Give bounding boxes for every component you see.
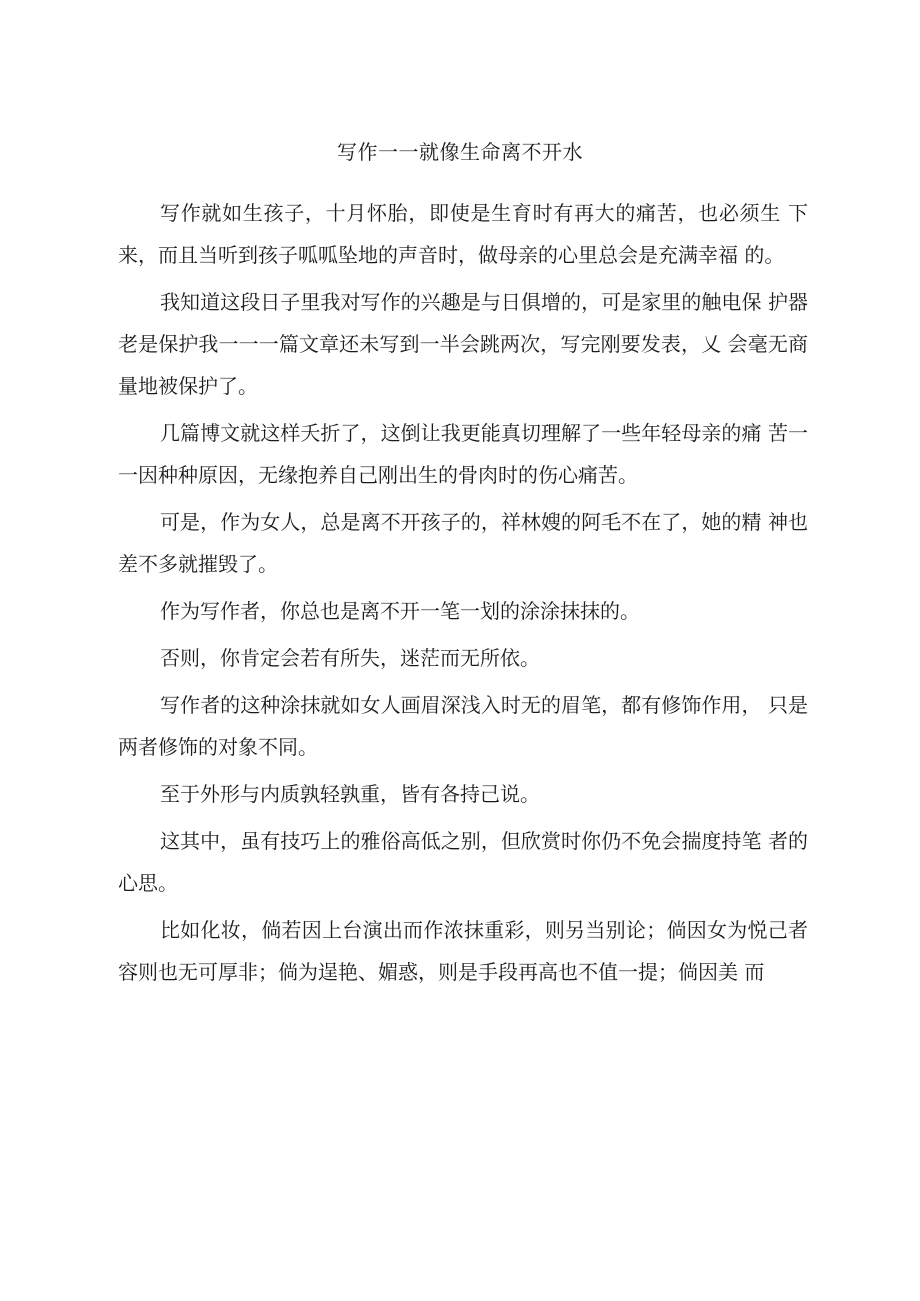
document-body <box>118 192 808 998</box>
paragraph: 可是，作为女人，总是离不开孩子的，祥林嫂的阿毛不在了，她的精 神也差不多就摧毁了。 <box>118 510 808 576</box>
paragraph: 比如化妆，倘若因上台演出而作浓抹重彩，则另当别论；倘因女为悦己者容则也无可厚非；倘为逞艳、媚惑，则是手段再高也不值一提；倘因美 而 <box>118 918 808 984</box>
paragraph: 几篇博文就这样夭折了，这倒让我更能真切理解了一些年轻母亲的痛 苦一一因种种原因，无缘抱养自己刚出生的骨肉时的伤心痛苦。 <box>118 421 808 487</box>
document-title: 写作一一就像生命离不开水 <box>337 140 583 164</box>
paragraph: 这其中，虽有技巧上的雅俗高低之别，但欣赏时你仍不免会揣度持笔 者的心思。 <box>118 829 808 895</box>
paragraph: 否则，你肯定会若有所失，迷茫而无所依。 <box>160 646 540 670</box>
paragraph: 我知道这段日子里我对写作的兴趣是与日俱增的，可是家里的触电保 护器老是保护我一一一篇文章还未写到一半会跳两次，写完刚要发表，乂 会毫无商量地被保护了。 <box>118 290 808 398</box>
paragraph: 写作就如生孩子，十月怀胎，即使是生育时有再大的痛苦，也必须生 下来，而且当听到孩子呱呱坠地的声音时，做母亲的心里总会是充满幸福 的。 <box>118 201 808 267</box>
paragraph: 至于外形与内质孰轻孰重，皆有各持己说。 <box>160 782 540 806</box>
paragraph: 作为写作者，你总也是离不开一笔一划的涂涂抹抹的。 <box>160 599 640 623</box>
paragraph: 写作者的这种涂抹就如女人画眉深浅入时无的眉笔，都有修饰作用， 只是两者修饰的对象不同。 <box>118 693 808 759</box>
